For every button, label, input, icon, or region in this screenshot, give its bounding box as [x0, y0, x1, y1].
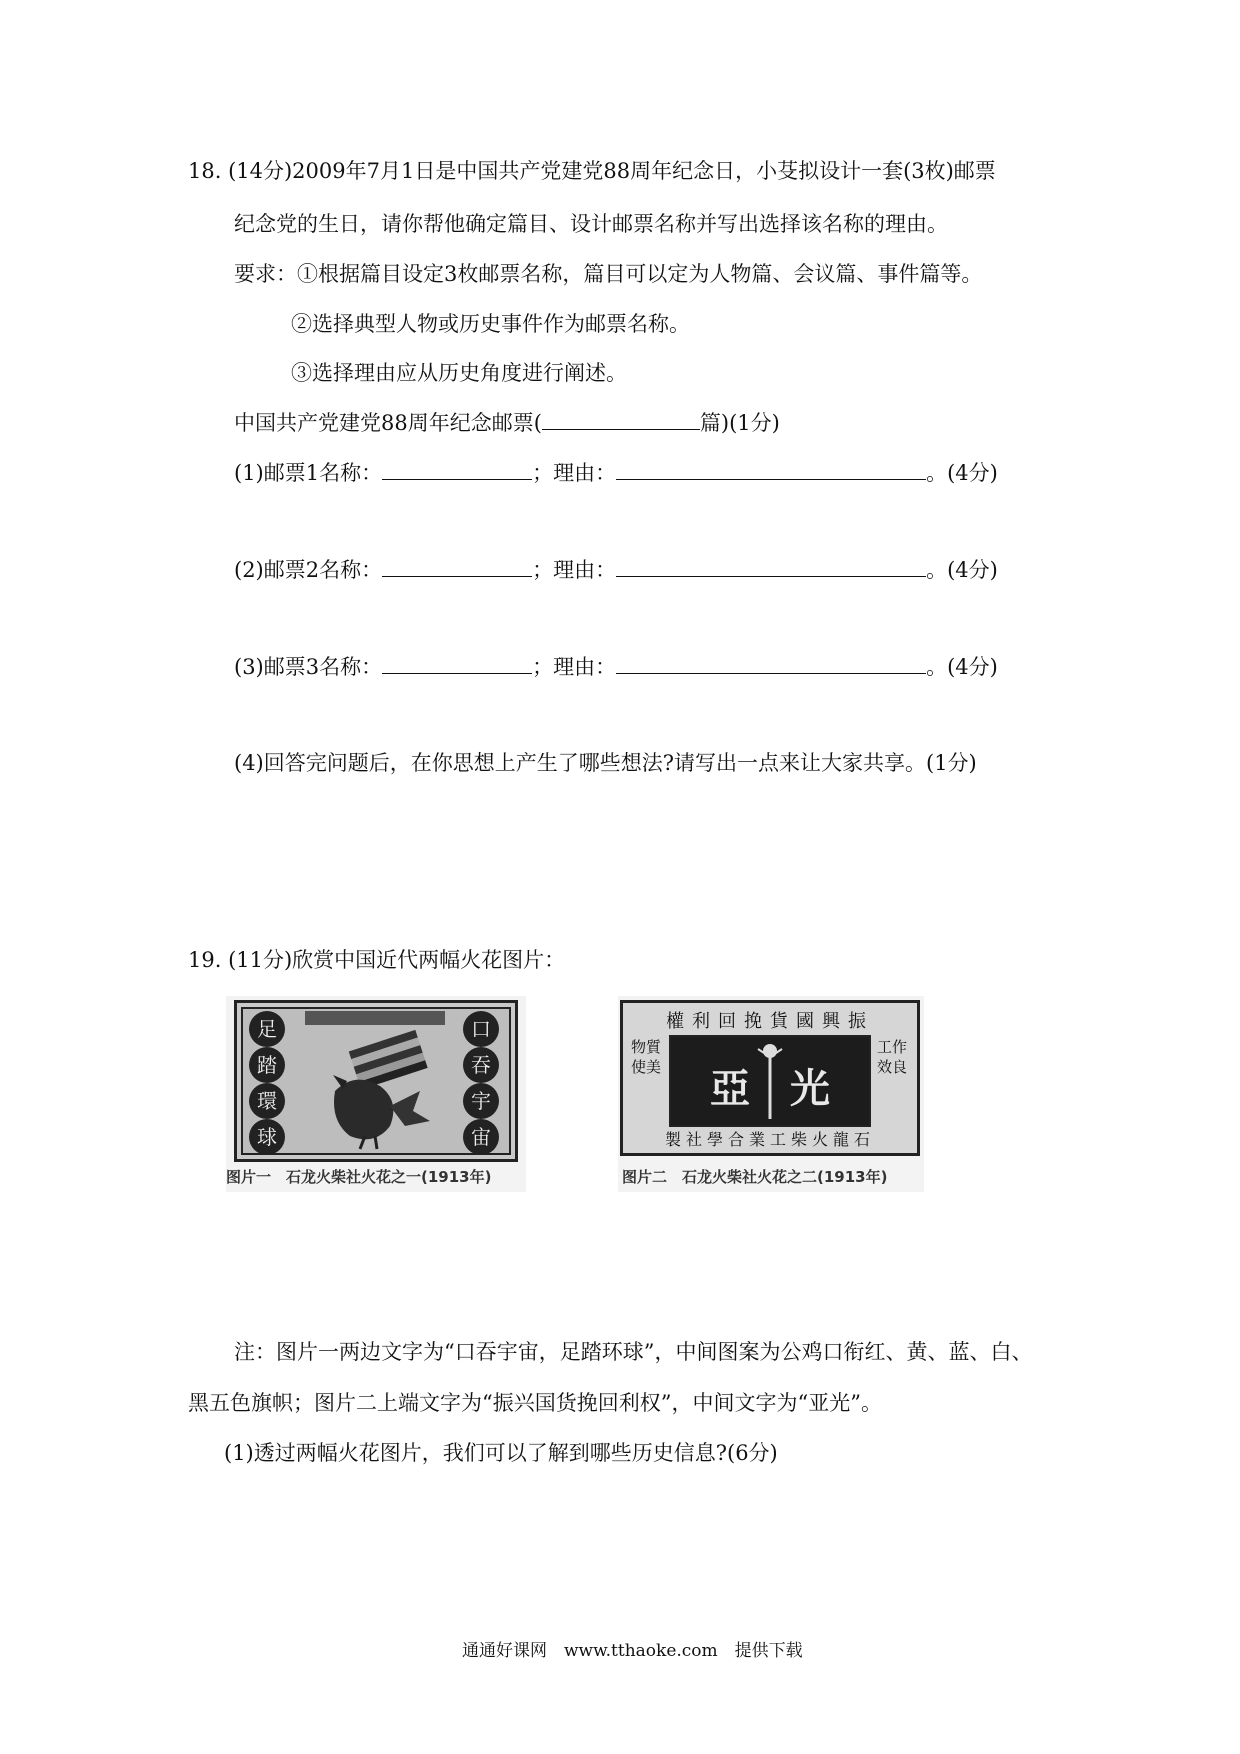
stamp-3-reason-blank[interactable] — [616, 651, 926, 674]
q18-line1: 18. (14分)2009年7月1日是中国共产党建党88周年纪念日，小芟拟设计一套(3枚)邮票 — [188, 159, 996, 183]
torch-icon — [755, 1041, 785, 1121]
stamp-2-points: 。(4分) — [926, 558, 998, 582]
label-1-frame — [234, 1000, 518, 1162]
label-1-left-char-3: 環 — [249, 1083, 285, 1119]
matchbox-label-image-1 — [226, 996, 526, 1192]
label-1-left-char-4: 球 — [249, 1119, 285, 1155]
q19-line1: 19. (11分)欣赏中国近代两幅火花图片： — [188, 948, 566, 972]
stamp-2-reason-blank[interactable] — [616, 554, 926, 577]
stamp-3-name-blank[interactable] — [382, 651, 532, 674]
stamp-1-name-blank[interactable] — [382, 457, 532, 480]
q19-note-line1: 注：图片一两边文字为“口吞宇宙，足踏环球”，中间图案为公鸡口衔红、黄、蓝、白、 — [234, 1340, 1033, 1364]
label-2-right-text: 工作效良 — [876, 1038, 907, 1076]
label-1-right-char-1: 口 — [463, 1011, 499, 1047]
q18-requirement-2: ②选择典型人物或历史事件作为邮票名称。 — [291, 312, 690, 336]
stamp-1-sep: ；理由： — [532, 461, 617, 485]
q18-sub4: (4)回答完问题后，在你思想上产生了哪些想法?请写出一点来让大家共享。(1分) — [234, 751, 977, 775]
label-1-left-char-1: 足 — [249, 1011, 285, 1047]
stamp-3-points: 。(4分) — [926, 655, 998, 679]
stamp-2-sep: ；理由： — [532, 558, 617, 582]
figure-2-caption: 图片二 石龙火柴社火花之二(1913年) — [622, 1168, 888, 1186]
stamp-3-line — [234, 651, 998, 682]
label-2-frame — [620, 1000, 920, 1156]
q18-series-line — [234, 407, 780, 438]
stamp-3-label: (3)邮票3名称： — [234, 655, 383, 679]
q19-note-line2: 黑五色旗帜；图片二上端文字为“振兴国货挽回利权”，中间文字为“亚光”。 — [188, 1391, 882, 1415]
stamp-3-sep: ；理由： — [532, 655, 617, 679]
label-1-right-char-2: 吞 — [463, 1047, 499, 1083]
matchbox-label-image-2 — [618, 996, 924, 1192]
series-suffix: 篇)(1分) — [699, 411, 780, 435]
q18-requirement-1: 要求：①根据篇目设定3枚邮票名称，篇目可以定为人物篇、会议篇、事件篇等。 — [234, 262, 983, 286]
stamp-2-label: (2)邮票2名称： — [234, 558, 383, 582]
label-2-center-text: 亞 光 — [710, 1065, 830, 1112]
label-1-left-char-2: 踏 — [249, 1047, 285, 1083]
label-1-right-char-4: 宙 — [463, 1119, 499, 1155]
label-2-center-panel — [669, 1035, 871, 1127]
stamp-1-reason-blank[interactable] — [616, 457, 926, 480]
label-1-right-char-3: 宇 — [463, 1083, 499, 1119]
q18-line2: 纪念党的生日，请你帮他确定篇目、设计邮票名称并写出选择该名称的理由。 — [234, 212, 948, 236]
stamp-2-line — [234, 554, 998, 585]
stamp-1-line — [234, 457, 998, 488]
stamp-1-label: (1)邮票1名称： — [234, 461, 383, 485]
label-2-left-text: 物質使美 — [630, 1038, 661, 1076]
stamp-1-points: 。(4分) — [926, 461, 998, 485]
series-blank[interactable] — [542, 407, 700, 430]
stamp-2-name-blank[interactable] — [382, 554, 532, 577]
rooster-flag-illustration — [295, 1011, 455, 1151]
figure-1-caption: 图片一 石龙火柴社火花之一(1913年) — [226, 1168, 492, 1186]
q18-requirement-3: ③选择理由应从历史角度进行阐述。 — [291, 361, 627, 385]
q19-sub1: (1)透过两幅火花图片，我们可以了解到哪些历史信息?(6分) — [224, 1441, 778, 1465]
label-2-bottom-text: 製社學合業工柴火龍石 — [664, 1130, 875, 1149]
page-footer: 通通好课网 www.tthaoke.com 提供下载 — [462, 1641, 803, 1661]
label-2-top-text: 權利回挽貨國興振 — [666, 1011, 874, 1032]
series-prefix: 中国共产党建党88周年纪念邮票( — [234, 411, 542, 435]
